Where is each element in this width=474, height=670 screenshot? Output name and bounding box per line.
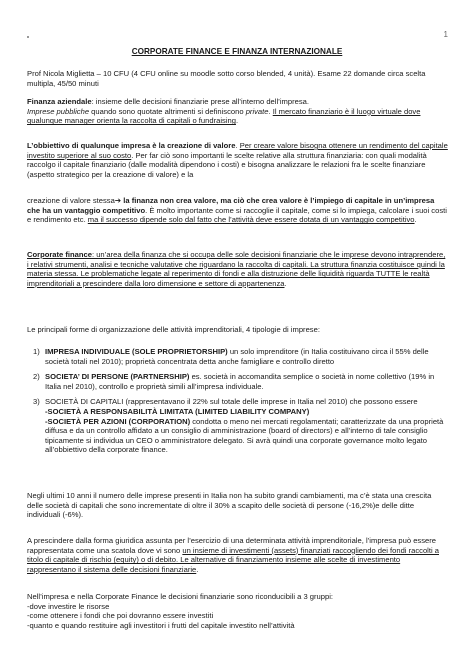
finanza-aziendale-label: Finanza aziendale xyxy=(27,97,92,106)
page-mark xyxy=(27,36,29,38)
list-item: 3) SOCIETÀ DI CAPITALI (rappresentavano il 22% sul totale delle imprese in Italia nel 2010) che possono essere xyxy=(33,397,418,407)
srl-item: -SOCIETÀ A RESPONSABILITÀ LIMITATA (LIMITED LIABILITY COMPANY) xyxy=(45,406,310,416)
corporate-finance-paragraph: Corporate finance: un’area della finanza che si occupa delle sole decisioni finanziarie che le imprese devono intraprendere, i relativi strumenti, analisi e tecniche valutative che riguardano la raccolta di capitali. La struttura finanzia costituisce quindi la materia stessa. Le problematiche legate al reperimento di fondi e alla distruzione delle liquidità riguarda TUTTE le realtà imprenditoriali a prescindere dalla loro dimensione e settore di appartenenza. xyxy=(27,250,446,288)
arrow-icon: ➔ xyxy=(114,196,122,205)
spa-item: -SOCIETÀ PER AZIONI (CORPORATION) condotta o meno nei mercati regolamentati; caratterizzate da una proprietà diffusa e da un controllo affidato a un consiglio di amministrazione (board of directors) e all’interno di tale consiglio tipicamente si individua un CEO o amministratore delegato. Si avrà quindi una corporate governance molto legato all’obbiettivo della corporate finance. xyxy=(45,416,444,455)
list-item: -come ottenere i fondi che poi dovranno essere investiti xyxy=(27,611,214,621)
gruppi-section xyxy=(27,592,448,630)
obiettivo-paragraph: L’obbiettivo di qualunque impresa è la creazione di valore. Per creare valore bisogna ottenere un rendimento del capitale investito superiore al suo costo. Per far ciò sono importanti le scelte relative alla struttura finanziaria: con quali modalità raccolgo il capitale finanziario (dalle modalità dipendono i costi) e bisogna analizzare le relazioni fra le scelte finanziare (aspetto strategico per la creazione di valore) e la xyxy=(27,141,448,179)
page-number: 1 xyxy=(443,30,448,39)
intro-paragraph: Prof Nicola Miglietta – 10 CFU (4 CFU online su moodle sotto corso blended, 4 unità). Esame 22 domande circa scelta multipla, 45/50 minuti xyxy=(27,69,426,88)
list-item: -quanto e quando restituire agli investitori i frutti del capitale investito nell’attività xyxy=(27,620,295,630)
list-item: -dove investire le risorse xyxy=(27,601,110,611)
page-title: CORPORATE FINANCE E FINANZA INTERNAZIONALE xyxy=(131,47,343,56)
creazione-valore-paragraph: creazione di valore stessa➔ la finanza non crea valore, ma ciò che crea valore è l’impiego di capitale in un’impresa che ha un vantaggio competitivo. È molto importante come si raccoglie il capitale, come si lo impiega, calcolare i suoi costi e rendimento etc. ma il successo dipende solo dal fatto che l’attività deve essere dotata di un vantaggio competitivo. xyxy=(27,196,447,225)
forme-list xyxy=(27,347,448,455)
forme-intro: Le principali forme di organizzazione delle attività imprenditoriali, 4 tipologie di imprese: xyxy=(27,325,320,334)
gruppi-intro: Nell’impresa e nella Corporate Finance le decisioni finanziarie sono riconducibili a 3 gruppi: xyxy=(27,592,334,601)
finanza-aziendale-paragraph: Finanza aziendale: insieme delle decisioni finanziarie prese all’interno dell’impresa. Imprese pubbliche quando sono quotate altrimenti si definiscono private. Il mercato finanziario è il luogo virtuale dove qualunque manager orienta la raccolta di capitali o fundraising. xyxy=(27,97,421,126)
prescindere-paragraph: A prescindere dalla forma giuridica assunta per l’esercizio di una determinata attività imprenditoriale, l’impresa può essere rappresentata come una scatola dove vi sono un insieme di investimenti (assets) finanziati raccogliendo dei fondi raccolti a titolo di capitale di rischio (equity) o di debito. Le alternative di finanziamento insieme alle scelte di investimento rappresentano il sistema delle decisioni finanziarie. xyxy=(27,536,439,574)
list-item: 2) SOCIETA’ DI PERSONE (PARTNERSHIP) es. società in accomandita semplice o società in nome collettivo (19% in Italia nel 2010), controllo e proprietà simili all’impresa individuale. xyxy=(33,372,435,391)
list-item: 1) IMPRESA INDIVIDUALE (SOLE PROPRIETORSHIP) un solo imprenditore (in Italia costituivano circa il 55% delle società totali nel 2010); proprietà concentrata detta anche famigliare e controllo diretto xyxy=(33,347,429,366)
corporate-finance-label: Corporate finance xyxy=(27,250,92,259)
ultimi-anni-paragraph: Negli ultimi 10 anni il numero delle imprese presenti in Italia non ha subito grandi cambiamenti, ma c’è stata una crescita delle società di capitali che sono incrementate di oltre il 30% a scapito delle società di persone (-16,2%)e delle ditte individuali (-6%). xyxy=(27,491,432,520)
